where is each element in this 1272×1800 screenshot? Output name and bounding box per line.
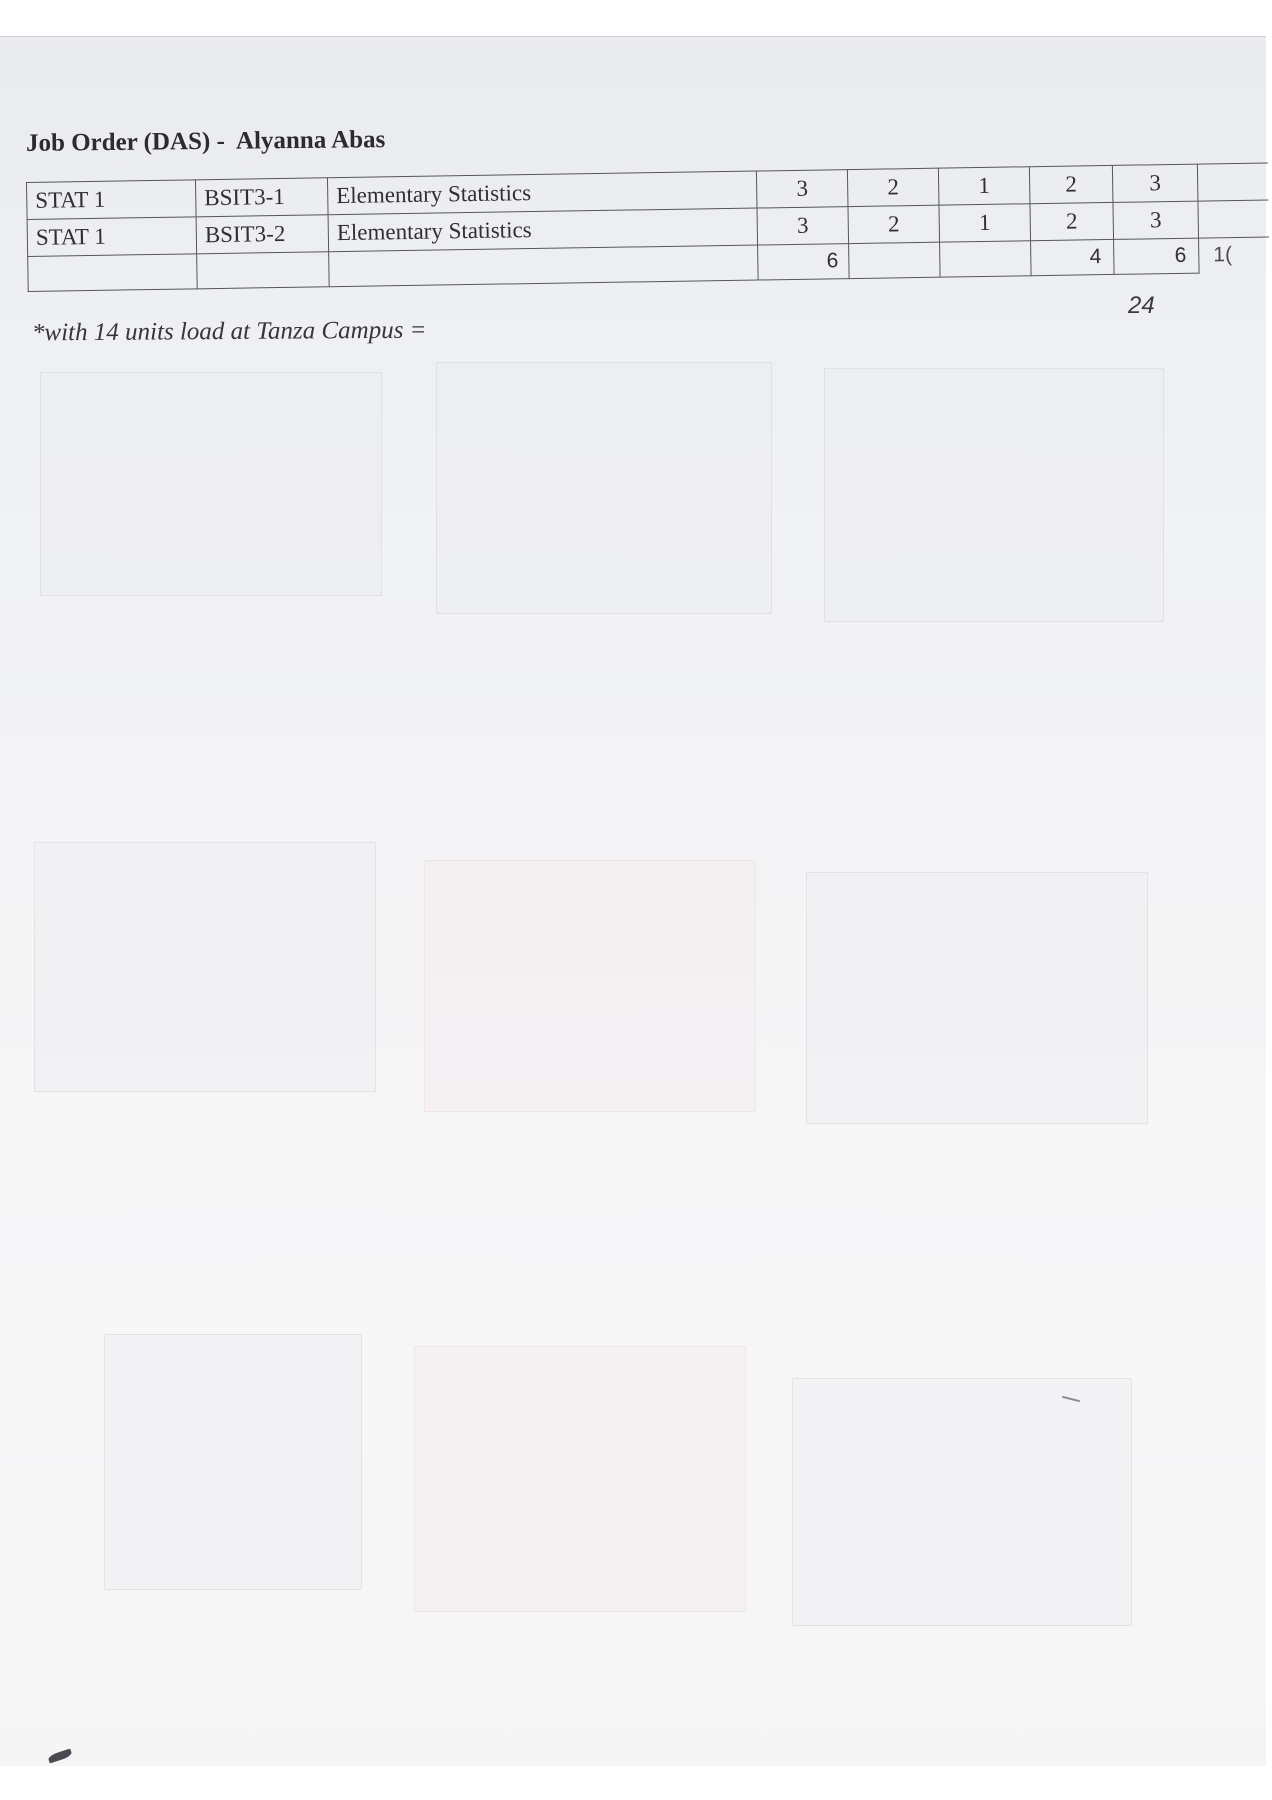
job-order-table: [26, 162, 1270, 291]
footnote: *with 14 units load at Tanza Campus =: [31, 316, 427, 347]
value-cell: 3: [1112, 164, 1198, 202]
section-cell: BSIT3-1: [195, 178, 328, 217]
overflow-total-cell: 1(: [1199, 237, 1270, 273]
total-value-cell: [849, 242, 941, 278]
empty-cell: [197, 252, 330, 289]
empty-cell: [1198, 200, 1269, 238]
total-value-cell: 4: [1031, 239, 1115, 275]
ghost-box: [414, 1346, 746, 1612]
ghost-box: [824, 368, 1164, 622]
grand-total: 24: [1128, 292, 1155, 319]
scan-bottom-margin: [0, 1766, 1272, 1800]
value-cell: 3: [1113, 201, 1199, 239]
value-cell: 2: [1030, 202, 1114, 240]
ghost-box: [424, 860, 756, 1112]
ghost-box: [436, 362, 772, 614]
ghost-box: [792, 1378, 1132, 1626]
course-code-cell: STAT 1: [27, 180, 197, 220]
subject-cell: Elementary Statistics: [327, 171, 757, 215]
empty-cell: [1197, 163, 1268, 201]
course-code-cell: STAT 1: [27, 217, 197, 257]
total-value-cell: [940, 241, 1032, 277]
empty-cell: [28, 254, 198, 292]
ghost-box: [104, 1334, 362, 1590]
total-value-cell: 6: [758, 244, 850, 280]
total-value-cell: 6: [1114, 238, 1200, 274]
value-cell: 2: [847, 168, 939, 206]
value-cell: 3: [757, 207, 849, 245]
empty-cell: [329, 245, 758, 287]
page-title: Job Order (DAS) - Alyanna Abas: [25, 126, 386, 157]
value-cell: 2: [1029, 165, 1113, 203]
pen-smudge-mark: [47, 1748, 72, 1763]
value-cell: 1: [939, 204, 1031, 242]
scan-right-margin: [1266, 36, 1272, 1766]
value-cell: 3: [756, 170, 848, 208]
section-cell: BSIT3-2: [196, 215, 329, 254]
ghost-box: [34, 842, 376, 1092]
subject-cell: Elementary Statistics: [328, 208, 758, 252]
ghost-box: [806, 872, 1148, 1124]
scan-top-margin: [0, 0, 1272, 37]
value-cell: 1: [938, 167, 1030, 205]
ghost-box: [40, 372, 382, 596]
value-cell: 2: [848, 205, 940, 243]
